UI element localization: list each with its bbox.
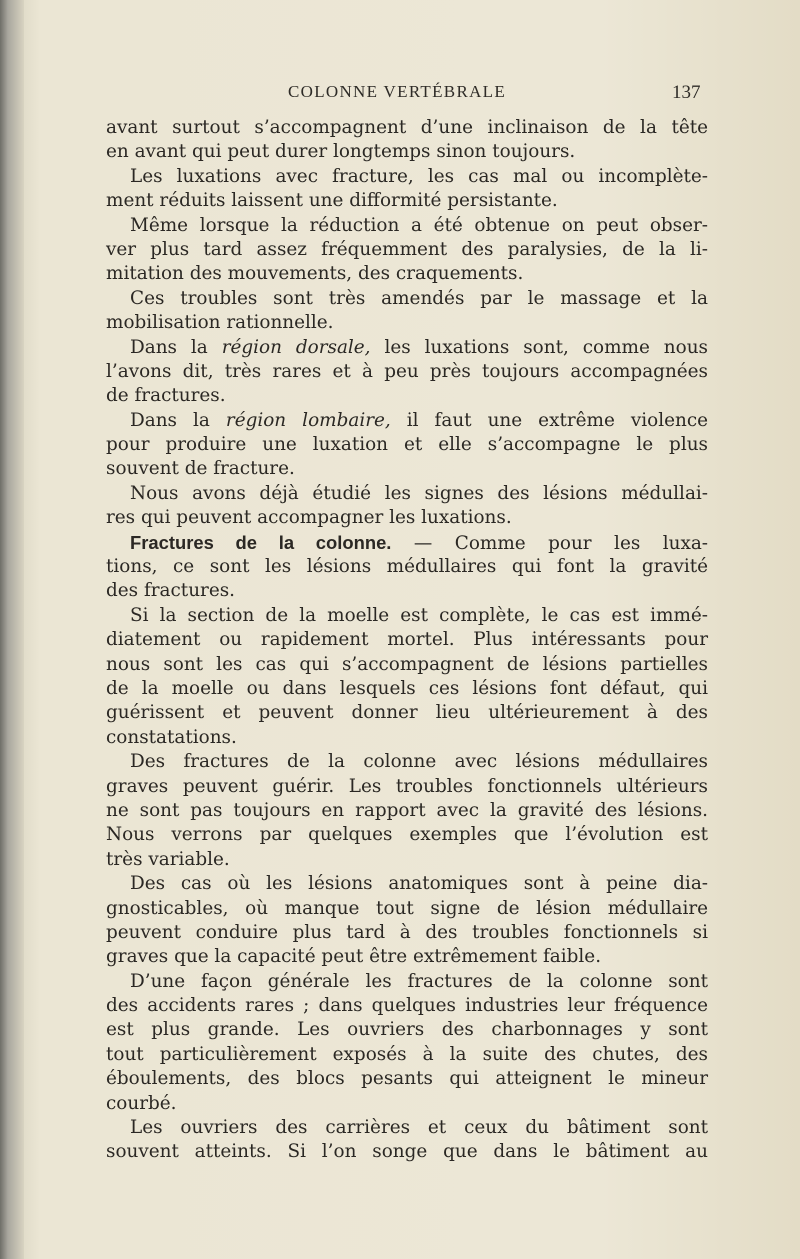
text-line: diatement ou rapidement mortel. Plus intéressants pour [106,629,708,651]
text-line: graves peuvent guérir. Les troubles fonctionnels ultérieurs [106,775,708,797]
page-binding-edge [0,0,24,1259]
text-line: souvent atteints. Si l’on songe que dans le bâtiment au [106,1141,708,1163]
text-line: de fractures. [106,385,226,407]
italic-term: région dorsale, [221,336,371,358]
text-line: Des fractures de la colonne avec lésions médullaires [130,751,708,773]
text-line: souvent de fracture. [106,458,295,480]
text-line: Même lorsque la réduction a été obtenue on peut obser- [130,214,708,236]
text-line: Les luxations avec fracture, les cas mal ou incomplète- [130,165,708,187]
text-line: avant surtout s’accompagnent d’une inclinaison de la tête [106,117,708,138]
text-line: en avant qui peut durer longtemps sinon toujours. [106,141,576,163]
text-line: Si la section de la moelle est complète, le cas est immé- [130,604,708,626]
text-line: très variable. [106,848,230,870]
line-text: Dans la [130,409,226,431]
text-line: est plus grande. Les ouvriers des charbonnages y sont [106,1019,708,1041]
text-line: l’avons dit, très rares et à peu près toujours accompagnées [106,360,708,382]
page-number: 137 [672,82,701,103]
text-line: de la moelle ou dans lesquels ces lésions font défaut, qui [106,677,708,699]
text-line: graves que la capacité peut être extrêmement faible. [106,946,602,968]
text-line: Des cas où les lésions anatomiques sont à peine dia- [130,873,708,895]
text-line: courbé. [106,1092,177,1114]
text-line: peuvent conduire plus tard à des troubles fonctionnels si [106,921,708,943]
text-line: Nous verrons par quelques exemples que l’évolution est [106,824,708,846]
line-text: il faut une extrême violence [390,409,708,431]
text-line: constatations. [106,726,237,748]
text-line: Les ouvriers des carrières et ceux du bâtiment sont [130,1117,708,1139]
italic-term: région lombaire, [225,409,391,431]
line-text: Dans la [130,336,222,358]
text-line: des fractures. [106,580,235,602]
text-line: Ces troubles sont très amendés par le massage et la [130,287,708,309]
text-line [106,336,708,360]
text-line: res qui peuvent accompagner les luxations. [106,507,512,529]
line-text: les luxations sont, comme nous [370,336,708,358]
text-line: Nous avons déjà étudié les signes des lésions médullai- [130,482,708,504]
text-line: éboulements, des blocs pesants qui atteignent le mineur [106,1068,708,1090]
text-line: ne sont pas toujours en rapport avec la gravité des lésions. [106,799,708,821]
text-line: ver plus tard assez fréquemment des paralysies, de la li- [106,238,708,260]
text-line: des accidents rares ; dans quelques industries leur fréquence [106,995,708,1017]
text-line: gnosticables, où manque tout signe de lésion médullaire [106,897,708,919]
running-head: COLONNE VERTÉBRALE [288,82,507,101]
text-line: mobilisation rationnelle. [106,312,334,334]
text-line: tions, ce sont les lésions médullaires qui font la gravité [106,556,708,578]
text-line: ment réduits laissent une difformité persistante. [106,190,558,212]
body-text [106,116,708,1165]
text-line: mitation des mouvements, des craquements. [106,263,524,285]
text-line: pour produire une luxation et elle s’accompagne le plus [106,434,708,456]
line-text: — Comme pour les luxa- [391,532,709,554]
section-heading: Fractures de la colonne. [130,531,392,553]
text-line [106,531,708,555]
text-line: nous sont les cas qui s’accompagnent de lésions partielles [106,653,708,675]
text-line [106,409,708,433]
text-line: guérissent et peuvent donner lieu ultérieurement à des [106,702,708,724]
text-line: D’une façon générale les fractures de la colonne sont [130,970,708,992]
text-line: tout particulièrement exposés à la suite des chutes, des [106,1043,708,1065]
